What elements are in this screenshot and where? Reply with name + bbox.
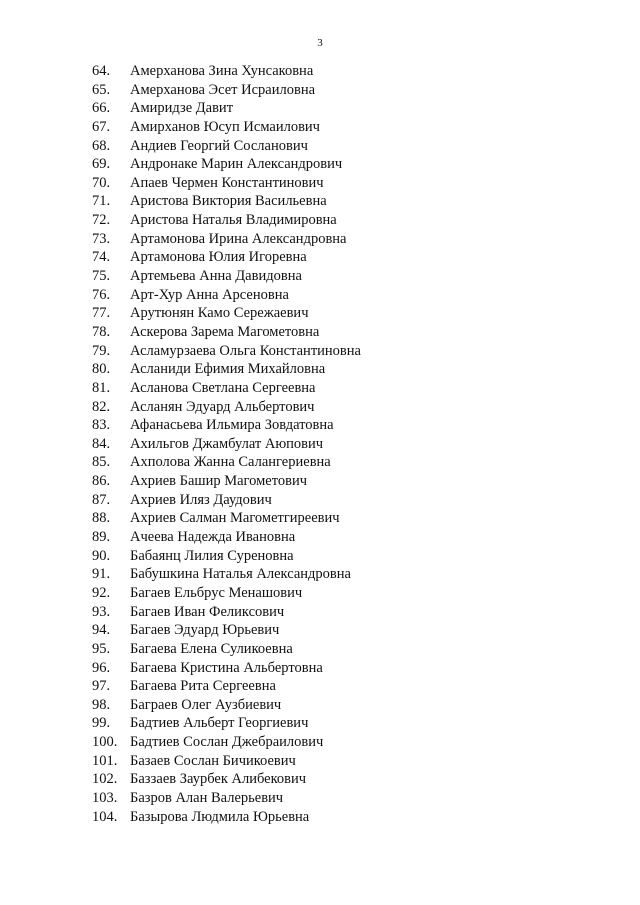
list-item-number: 64. — [92, 63, 111, 79]
list-item-name: Амерханова Эсет Исраиловна — [130, 81, 316, 98]
list-item-number: 104. — [92, 808, 118, 825]
list-item — [92, 453, 361, 472]
list-item-name: Аскерова Зарема Магометовна — [130, 323, 320, 340]
list-item-number: 65. — [92, 81, 111, 98]
list-item-name: Ахриев Салман Магометгиреевич — [130, 510, 340, 527]
list-item-number: 67. — [92, 118, 111, 135]
list-item-name: Багаева Кристина Альбертовна — [130, 659, 323, 676]
list-item-name: Амирханов Юсуп Исмаилович — [130, 118, 320, 135]
list-item-number: 69. — [92, 156, 111, 173]
list-item — [92, 342, 361, 361]
list-item-name: Асланян Эдуард Альбертович — [130, 398, 315, 415]
list-item-number: 86. — [92, 473, 111, 490]
list-item — [92, 81, 361, 100]
list-item-name: Ахриев Башир Магометович — [130, 473, 307, 490]
list-item-number: 88. — [92, 510, 111, 527]
list-item-name: Базырова Людмила Юрьевна — [130, 808, 310, 825]
list-item — [92, 398, 361, 417]
list-item-number: 102. — [92, 771, 118, 788]
list-item — [92, 379, 361, 398]
list-item-number: 81. — [92, 379, 111, 396]
list-item-number: 84. — [92, 435, 111, 452]
list-item — [92, 304, 361, 323]
list-item — [92, 323, 361, 342]
list-item — [92, 714, 361, 733]
list-item-number: 75. — [92, 268, 111, 285]
list-item-number: 100. — [92, 734, 118, 751]
list-item-name: Амерханова Зина Хунсаковна — [130, 63, 314, 79]
list-item-number: 91. — [92, 566, 111, 583]
list-item-name: Багаева Елена Суликоевна — [130, 640, 293, 657]
list-item — [92, 118, 361, 137]
list-item-name: Амиридзе Давит — [130, 100, 234, 117]
list-item — [92, 528, 361, 547]
list-item-number: 66. — [92, 100, 111, 117]
list-item-number: 98. — [92, 696, 111, 713]
list-item — [92, 752, 361, 771]
list-item — [92, 509, 361, 528]
list-item — [92, 789, 361, 808]
list-item-number: 79. — [92, 342, 111, 359]
list-item-number: 70. — [92, 174, 111, 191]
list-item-name: Асланиди Ефимия Михайловна — [130, 361, 326, 378]
list-item-number: 97. — [92, 678, 111, 695]
list-item-name: Бабушкина Наталья Александровна — [130, 566, 351, 583]
list-item — [92, 472, 361, 491]
list-item-number: 93. — [92, 603, 111, 620]
list-item-number: 78. — [92, 323, 111, 340]
list-item — [92, 565, 361, 584]
list-item-name: Артамонова Юлия Игоревна — [130, 249, 307, 266]
list-item-name: Багаев Иван Феликсович — [130, 603, 285, 620]
list-item-name: Ахриев Иляз Даудович — [130, 491, 272, 508]
list-item — [92, 360, 361, 379]
list-item — [92, 733, 361, 752]
list-item — [92, 155, 361, 174]
list-item-name: Базаев Сослан Бичикоевич — [130, 752, 296, 769]
list-item — [92, 584, 361, 603]
list-item-name: Бадтиев Сослан Джебраилович — [130, 734, 324, 751]
list-item-name: Артемьева Анна Давидовна — [130, 268, 302, 285]
list-item-name: Бадтиев Альберт Георгиевич — [130, 715, 309, 732]
list-item-name: Арутюнян Камо Сережаевич — [130, 305, 309, 322]
list-item-number: 103. — [92, 789, 118, 806]
list-item-number: 85. — [92, 454, 111, 471]
list-item — [92, 491, 361, 510]
list-item-name: Бабаянц Лилия Суреновна — [130, 547, 294, 564]
list-item-name: Ахполова Жанна Салангериевна — [130, 454, 331, 471]
list-item-name: Багаев Ельбрус Менашович — [130, 584, 303, 601]
list-item — [92, 770, 361, 789]
list-item — [92, 137, 361, 156]
list-item — [92, 603, 361, 622]
list-item-number: 83. — [92, 417, 111, 434]
list-item — [92, 435, 361, 454]
list-item-number: 95. — [92, 640, 111, 657]
list-item-name: Аристова Наталья Владимировна — [130, 212, 337, 229]
list-item — [92, 696, 361, 715]
list-item-number: 72. — [92, 212, 111, 229]
list-item-number: 94. — [92, 622, 111, 639]
list-item — [92, 621, 361, 640]
name-list — [92, 62, 361, 826]
list-item-number: 89. — [92, 529, 111, 546]
list-item-number: 101. — [92, 752, 118, 769]
list-item-name: Андиев Георгий Сосланович — [130, 137, 308, 154]
list-item-number: 74. — [92, 249, 111, 266]
list-item-name: Артамонова Ирина Александровна — [130, 230, 347, 247]
list-item-number: 99. — [92, 715, 111, 732]
list-item — [92, 192, 361, 211]
list-item — [92, 99, 361, 118]
list-item-name: Баграев Олег Аузбиевич — [130, 696, 282, 713]
list-item-number: 68. — [92, 137, 111, 154]
list-item-number: 87. — [92, 491, 111, 508]
list-item-number: 77. — [92, 305, 111, 322]
list-item-name: Асламурзаева Ольга Константиновна — [130, 342, 361, 359]
list-item-number: 90. — [92, 547, 111, 564]
list-item — [92, 211, 361, 230]
list-item-number: 82. — [92, 398, 111, 415]
list-item-name: Базров Алан Валерьевич — [130, 789, 284, 806]
list-item-name: Апаев Чермен Константинович — [130, 174, 324, 191]
list-item — [92, 659, 361, 678]
list-item — [92, 547, 361, 566]
list-item — [92, 677, 361, 696]
list-item-name: Арт-Хур Анна Арсеновна — [130, 286, 289, 303]
list-item-name: Андронаке Марин Александрович — [130, 156, 343, 173]
list-item — [92, 62, 361, 81]
list-item — [92, 267, 361, 286]
list-item-name: Багаев Эдуард Юрьевич — [130, 622, 280, 639]
list-item-name: Ачеева Надежда Ивановна — [130, 529, 296, 546]
list-item — [92, 416, 361, 435]
list-item — [92, 808, 361, 827]
list-item-name: Ахильгов Джамбулат Аюпович — [130, 435, 324, 452]
list-item — [92, 174, 361, 193]
page-number: 3 — [317, 37, 323, 49]
list-item-number: 80. — [92, 361, 111, 378]
list-item-number: 73. — [92, 230, 111, 247]
list-item-number: 76. — [92, 286, 111, 303]
list-item-number: 92. — [92, 584, 111, 601]
list-item — [92, 640, 361, 659]
list-item-name: Багаева Рита Сергеевна — [130, 678, 276, 695]
list-item-name: Баззаев Заурбек Алибекович — [130, 771, 307, 788]
list-item-name: Аристова Виктория Васильевна — [130, 193, 327, 210]
list-item-number: 71. — [92, 193, 111, 210]
list-item-name: Афанасьева Ильмира Зовдатовна — [130, 417, 334, 434]
list-item-name: Асланова Светлана Сергеевна — [130, 379, 316, 396]
list-item — [92, 286, 361, 305]
list-item — [92, 248, 361, 267]
list-item-number: 96. — [92, 659, 111, 676]
list-item — [92, 230, 361, 249]
